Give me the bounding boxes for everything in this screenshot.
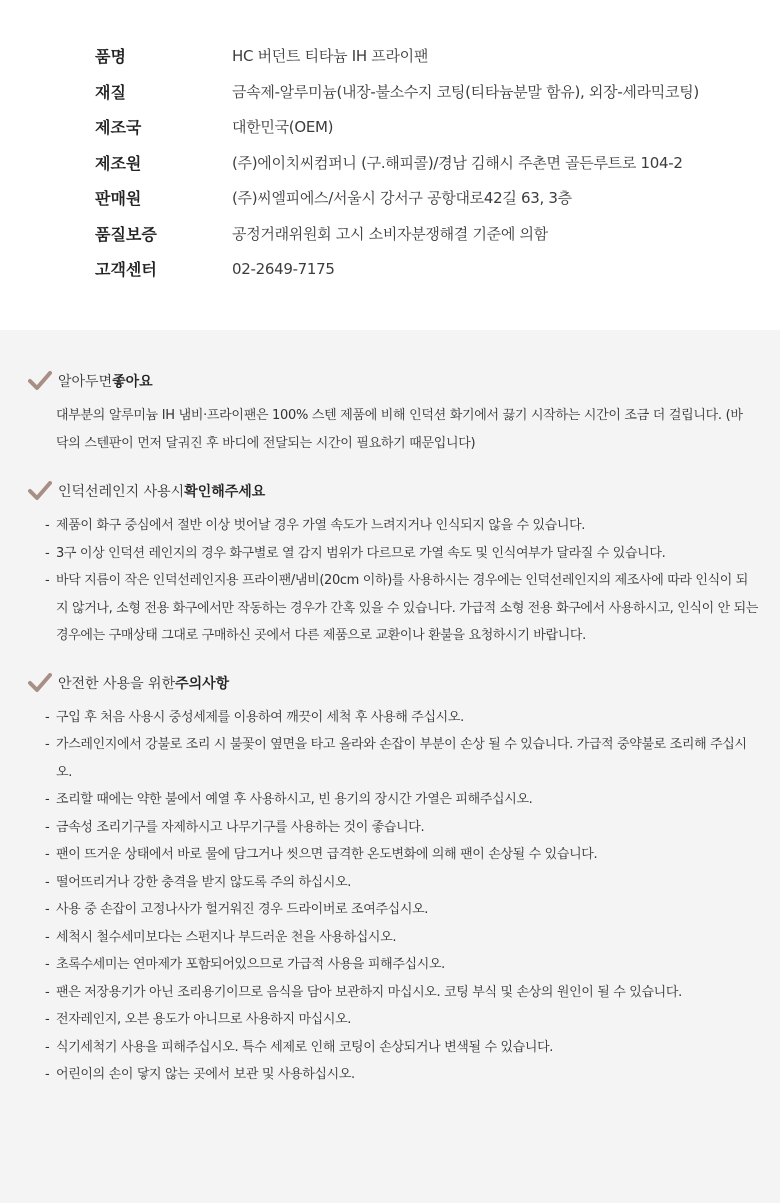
list-item bbox=[45, 567, 760, 650]
list-marker: - bbox=[45, 1039, 50, 1055]
spec-value: (주)씨엘피에스/서울시 강서구 공항대로42길 63, 3층 bbox=[232, 189, 572, 208]
spec-label: 제조국 bbox=[95, 118, 142, 138]
notes-area bbox=[0, 330, 780, 1089]
list-item-text: 세척시 철수세미보다는 스펀지나 부드러운 천을 사용하십시오. bbox=[56, 929, 397, 945]
list-marker: - bbox=[45, 737, 50, 752]
list-item-text: 금속성 조리기구를 자제하시고 나무기구를 사용하는 것이 좋습니다. bbox=[56, 819, 425, 835]
list-item bbox=[45, 704, 760, 732]
spec-row-seller bbox=[0, 180, 780, 216]
list-item-text: 사용 중 손잡이 고정나사가 헐거워진 경우 드라이버로 조여주십시오. bbox=[56, 902, 429, 917]
spec-label: 제조원 bbox=[95, 153, 142, 173]
section-title bbox=[0, 366, 780, 396]
list-marker: - bbox=[45, 819, 50, 835]
list-item bbox=[45, 896, 760, 924]
section-good-to-know bbox=[0, 366, 780, 458]
section-title bbox=[0, 476, 780, 506]
spec-label: 고객센터 bbox=[95, 260, 157, 280]
spec-row-customer-center bbox=[0, 251, 780, 287]
spec-row-warranty bbox=[0, 216, 780, 252]
spec-label: 품명 bbox=[95, 47, 126, 67]
list-item bbox=[45, 786, 760, 814]
spec-value: (주)에이치씨컴퍼니 (구.해피콜)/경남 김해시 주촌면 골든루트로 104-2 bbox=[232, 153, 683, 172]
list-item-text: 팬이 뜨거운 상태에서 바로 물에 담그거나 씻으면 급격한 온도변화에 의해 팬이 손상될 수 있습니다. bbox=[56, 847, 598, 862]
caution-list bbox=[0, 704, 760, 1089]
spec-value: HC 버던트 티타늄 IH 프라이팬 bbox=[232, 47, 429, 66]
list-item bbox=[45, 1061, 760, 1089]
list-item bbox=[45, 951, 760, 979]
list-marker: - bbox=[45, 874, 50, 890]
spec-row-country bbox=[0, 109, 780, 145]
list-item bbox=[45, 869, 760, 897]
check-icon bbox=[28, 481, 52, 501]
list-item bbox=[45, 979, 760, 1007]
list-marker: - bbox=[45, 1012, 50, 1027]
list-marker: - bbox=[45, 929, 50, 945]
section-title-normal: 인덕선레인지 사용시 bbox=[58, 484, 185, 500]
list-marker: - bbox=[45, 792, 50, 807]
list-marker: - bbox=[45, 984, 50, 1000]
list-marker: - bbox=[45, 957, 50, 972]
list-item bbox=[45, 1006, 760, 1034]
list-marker: - bbox=[45, 709, 50, 725]
list-item bbox=[45, 1034, 760, 1062]
list-marker: - bbox=[45, 847, 50, 862]
list-item bbox=[45, 841, 760, 869]
list-item-text: 전자레인지, 오븐 용도가 아니므로 사용하지 마십시오. bbox=[56, 1012, 352, 1027]
list-item-text: 떨어뜨리거나 강한 충격을 받지 않도록 주의 하십시오. bbox=[56, 874, 352, 890]
spec-value: 02-2649-7175 bbox=[232, 259, 335, 278]
spec-label: 품질보증 bbox=[95, 224, 157, 244]
list-item bbox=[45, 731, 760, 786]
list-item bbox=[45, 814, 760, 842]
section-title-bold: 주의사항 bbox=[175, 675, 230, 692]
section-title-normal: 알아두면 bbox=[58, 374, 113, 390]
spec-label: 판매원 bbox=[95, 189, 142, 209]
list-item bbox=[45, 924, 760, 952]
section-paragraph: 대부분의 알루미늄 IH 냄비·프라이팬은 100% 스텐 제품에 비해 인덕션 화기에서 끓기 시작하는 시간이 조금 더 걸립니다. (바닥의 스텐판이 먼저 달궈진 후 바디에 전달되는 시간이 필요하기 때문입니다) bbox=[56, 408, 743, 451]
list-item-text: 초록수세미는 연마제가 포함되어있으므로 가급적 사용을 피해주십시오. bbox=[56, 957, 445, 972]
spec-value: 금속제-알루미늄(내장-불소수지 코팅(티타늄분말 함유), 외장-세라믹코팅) bbox=[232, 82, 699, 101]
section-title bbox=[0, 668, 780, 698]
section-induction bbox=[0, 476, 780, 650]
section-title-normal: 안전한 사용을 위한 bbox=[58, 675, 176, 692]
list-marker: - bbox=[45, 518, 50, 533]
list-marker: - bbox=[45, 545, 50, 561]
section-title-bold: 확인해주세요 bbox=[184, 484, 266, 500]
spec-value: 공정거래위원회 고시 소비자분쟁해결 기준에 의함 bbox=[232, 224, 548, 243]
list-item-text: 조리할 때에는 약한 불에서 예열 후 사용하시고, 빈 용기의 장시간 가열은 피해주십시오. bbox=[56, 792, 533, 807]
list-item bbox=[45, 512, 760, 540]
list-marker: - bbox=[45, 1067, 50, 1082]
list-item-text: 제품이 화구 중심에서 절반 이상 벗어날 경우 가열 속도가 느려지거나 인식되지 않을 수 있습니다. bbox=[56, 518, 586, 533]
spec-row-manufacturer bbox=[0, 145, 780, 181]
section-title-bold: 좋아요 bbox=[112, 374, 153, 390]
list-item-text: 팬은 저장용기가 아닌 조리용기이므로 음식을 담아 보관하지 마십시오. 코팅 부식 및 손상의 원인이 될 수 있습니다. bbox=[56, 984, 682, 1000]
check-icon bbox=[28, 673, 52, 693]
list-item-text: 가스레인지에서 강불로 조리 시 불꽃이 옆면을 타고 올라와 손잡이 부분이 손상 될 수 있습니다. 가급적 중약불로 조리해 주십시오. bbox=[56, 737, 747, 780]
list-marker: - bbox=[45, 573, 50, 588]
spec-value: 대한민국(OEM) bbox=[232, 118, 334, 137]
list-item-text: 바닥 지름이 작은 인덕선레인지용 프라이팬/냄비(20cm 이하)를 사용하시는 경우에는 인덕선레인지의 제조사에 따라 인식이 되지 않거나, 소형 전용 화구에서만 작동하는 경우가 간혹 있을 수 있습니다. 가급적 소형 전용 화구에서 사용하시고, 인식이 안 되는 경우에는 구매상태 그대로 구매하신 곳에서 다른 제품으로 교환이나 환불을 요청하시기 바랍니다. bbox=[56, 573, 759, 643]
spec-row-name bbox=[0, 38, 780, 74]
list-marker: - bbox=[45, 902, 50, 917]
check-icon bbox=[28, 371, 52, 391]
section-caution bbox=[0, 668, 780, 1089]
induction-list bbox=[0, 512, 760, 650]
list-item bbox=[45, 540, 760, 568]
spec-label: 재질 bbox=[95, 82, 126, 102]
list-item-text: 어린이의 손이 닿지 않는 곳에서 보관 및 사용하십시오. bbox=[56, 1067, 355, 1082]
list-item-text: 3구 이상 인덕션 레인지의 경우 화구별로 열 감지 범위가 다르므로 가열 속도 및 인식여부가 달라질 수 있습니다. bbox=[56, 545, 666, 561]
spec-row-material bbox=[0, 74, 780, 110]
list-item-text: 식기세척기 사용을 피해주십시오. 특수 세제로 인해 코팅이 손상되거나 변색될 수 있습니다. bbox=[56, 1039, 554, 1055]
list-item-text: 구입 후 처음 사용시 중성세제를 이용하여 깨끗이 세척 후 사용해 주십시오. bbox=[56, 709, 464, 725]
spec-table bbox=[0, 0, 780, 330]
